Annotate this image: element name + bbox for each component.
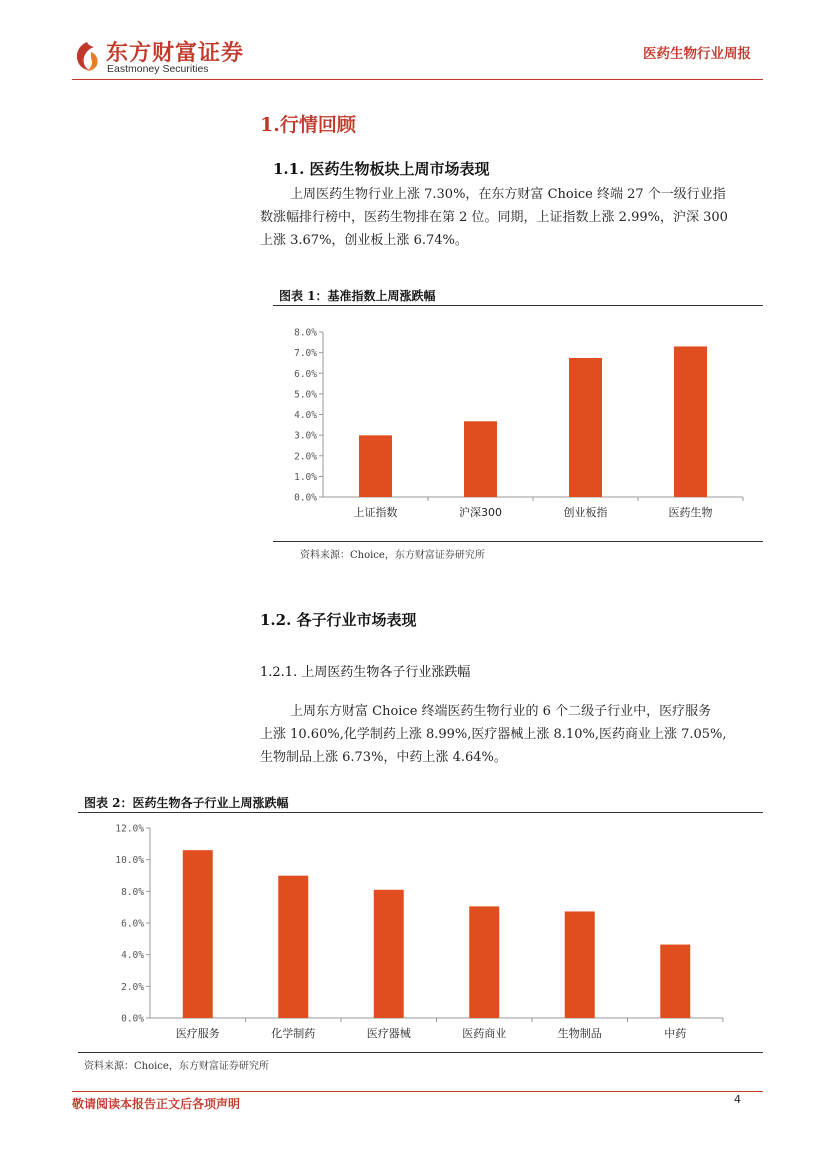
paragraph-line: 上涨 3.67%，创业板上涨 6.74%。 <box>260 233 468 248</box>
y-tick-label: 2.0% <box>294 451 317 463</box>
y-tick-label: 6.0% <box>121 918 144 930</box>
x-tick-label: 医疗服务 <box>175 1027 220 1040</box>
y-tick-label: 3.0% <box>294 430 317 442</box>
brand-name-cn: 东方财富证券 <box>106 41 245 66</box>
bar <box>374 890 404 1018</box>
paragraph-line: 上涨 10.60%,化学制药上涨 8.99%,医疗器械上涨 8.10%,医药商业上涨 7.05%, <box>260 727 727 742</box>
x-tick-label: 生物制品 <box>557 1027 602 1040</box>
bar <box>469 906 499 1018</box>
y-tick-label: 0.0% <box>121 1013 144 1025</box>
bar <box>565 911 595 1018</box>
paragraph-line: 数涨幅排行榜中，医药生物排在第 2 位。同期，上证指数上涨 2.99%，沪深 300 <box>260 210 728 225</box>
report-type-label: 医药生物行业周报 <box>643 46 751 62</box>
subsection-title-1-2-1: 1.2.1. 上周医药生物各子行业涨跌幅 <box>260 665 471 680</box>
subsection-title-1-2: 1.2. 各子行业市场表现 <box>260 611 417 629</box>
bar <box>569 358 602 497</box>
bar <box>359 435 392 497</box>
y-tick-label: 7.0% <box>294 348 317 360</box>
paragraph-line: 生物制品上涨 6.73%，中药上涨 4.64%。 <box>260 750 507 765</box>
footer-disclaimer: 敬请阅读本报告正文后各项声明 <box>72 1097 241 1111</box>
paragraph-line: 上周东方财富 Choice 终端医药生物行业的 6 个二级子行业中，医疗服务 <box>290 704 712 719</box>
figure-2-title: 图表 2：医药生物各子行业上周涨跌幅 <box>84 796 289 810</box>
y-tick-label: 12.0% <box>115 823 144 835</box>
y-tick-label: 6.0% <box>294 368 317 380</box>
header-divider <box>72 79 763 80</box>
brand-name-en: Eastmoney Securities <box>107 63 209 75</box>
x-tick-label: 沪深300 <box>459 506 502 519</box>
figure-2-bottom-rule <box>78 1052 763 1053</box>
y-tick-label: 1.0% <box>294 471 317 483</box>
y-tick-label: 4.0% <box>294 410 317 421</box>
footer-divider <box>72 1091 763 1092</box>
x-tick-label: 化学制药 <box>271 1027 316 1040</box>
figure-1-bar-chart <box>273 312 763 540</box>
x-tick-label: 医疗器械 <box>366 1027 411 1040</box>
bar <box>464 421 497 497</box>
y-tick-label: 0.0% <box>294 492 317 504</box>
figure-1-top-rule <box>273 305 763 306</box>
x-tick-label: 中药 <box>664 1027 687 1040</box>
page-number: 4 <box>734 1093 741 1106</box>
bar <box>674 346 707 497</box>
figure-2-top-rule <box>78 812 763 813</box>
y-tick-label: 8.0% <box>294 327 317 339</box>
x-tick-label: 医药商业 <box>462 1027 507 1040</box>
figure-1-source: 资料来源：Choice，东方财富证券研究所 <box>300 550 485 561</box>
figure-2-bar-chart <box>78 818 763 1050</box>
figure-1-title: 图表 1：基准指数上周涨跌幅 <box>279 289 436 303</box>
subsection-title-1-1: 1.1. 医药生物板块上周市场表现 <box>273 160 490 178</box>
section-title: 1.行情回顾 <box>260 114 356 136</box>
x-tick-label: 上证指数 <box>353 506 398 519</box>
y-tick-label: 8.0% <box>121 886 144 898</box>
bar <box>183 850 213 1018</box>
y-tick-label: 10.0% <box>115 855 144 867</box>
bar <box>660 945 690 1018</box>
eastmoney-logo-icon <box>72 40 102 72</box>
y-tick-label: 5.0% <box>294 389 317 401</box>
x-tick-label: 创业板指 <box>563 506 608 519</box>
bar <box>278 876 308 1018</box>
y-tick-label: 2.0% <box>121 981 144 993</box>
figure-2-source: 资料来源：Choice，东方财富证券研究所 <box>84 1061 269 1072</box>
x-tick-label: 医药生物 <box>668 506 713 519</box>
figure-1-bottom-rule <box>273 541 763 542</box>
y-tick-label: 4.0% <box>121 950 144 962</box>
paragraph-line: 上周医药生物行业上涨 7.30%，在东方财富 Choice 终端 27 个一级行业指 <box>290 187 726 202</box>
